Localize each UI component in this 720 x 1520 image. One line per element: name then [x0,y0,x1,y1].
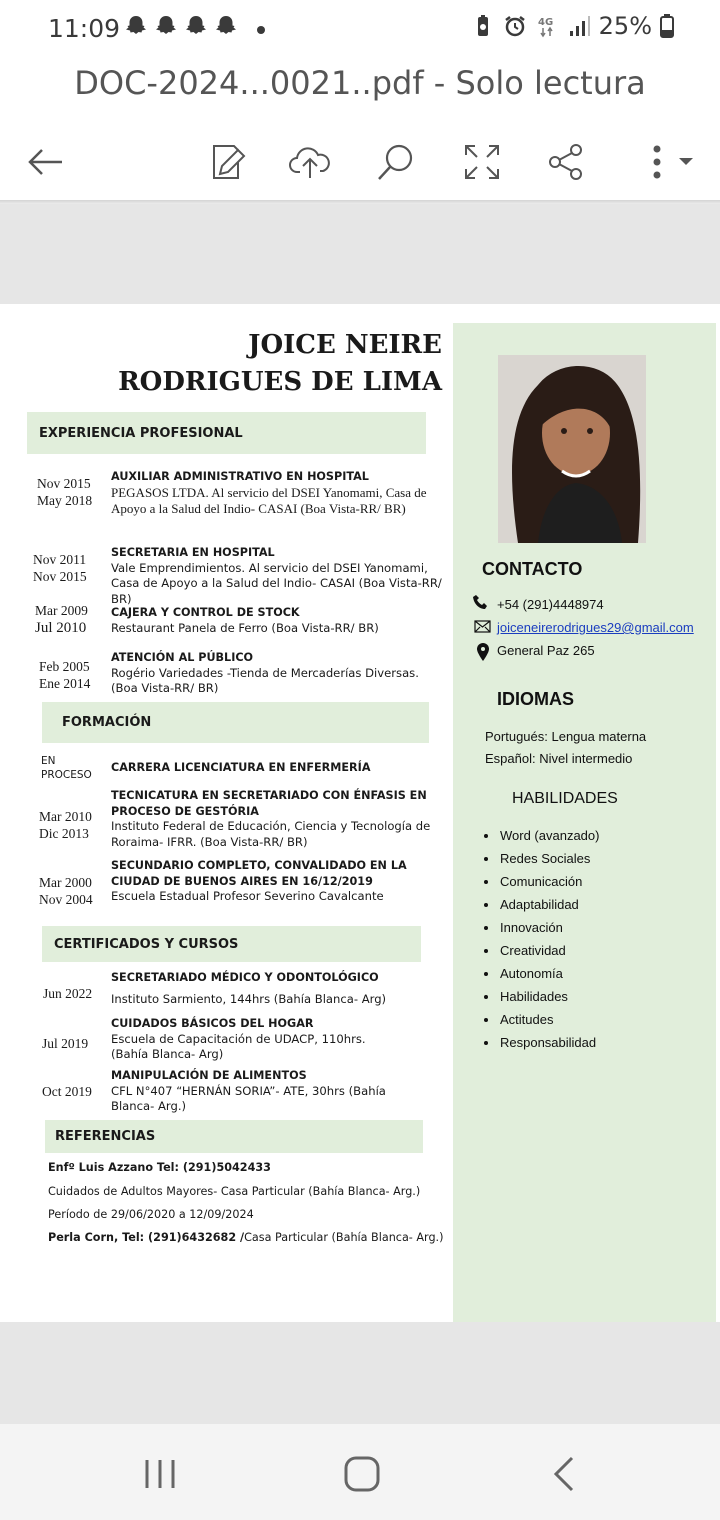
language-item: Portugués: Lengua materna [485,729,647,744]
skill-item: Comunicación [483,870,599,893]
edu-title: CARRERA LICENCIATURA EN ENFERMERÍA [111,761,371,774]
edit-button[interactable] [196,132,256,192]
skill-item: Autonomía [483,962,599,985]
reference-line: Cuidados de Adultos Mayores- Casa Particular (Bahía Blanca- Arg.) [48,1185,421,1198]
network-4g-icon [535,14,559,38]
battery-percent: 25% [598,12,652,40]
exp-desc: Restaurant Panela de Ferro (Boa Vista-RR/ BR) [111,620,379,635]
more-options-button[interactable] [636,132,702,192]
exp-title: CAJERA Y CONTROL DE STOCK [111,606,300,619]
exp-date: Nov 2015 May 2018 [37,476,93,508]
snapchat-icon [184,14,208,40]
nav-back-button[interactable] [534,1446,594,1502]
cert-date: Oct 2019 [42,1084,92,1099]
cert-title: CUIDADOS BÁSICOS DEL HOGAR [111,1017,314,1030]
upload-cloud-button[interactable] [280,132,340,192]
cert-title: SECRETARIADO MÉDICO Y ODONTOLÓGICO [111,971,379,984]
exp-desc: Vale Emprendimientos. Al servicio del DSEI Yanomami, Casa de Apoyo a la Salud del Indio- CASAI (Boa Vista-RR/ BR) [111,560,442,606]
edu-date: EN PROCESO [41,755,92,781]
exp-title: ATENCIÓN AL PÚBLICO [111,651,254,664]
cert-entry [111,1016,371,1063]
exp-date: Nov 2011 Nov 2015 [33,552,87,584]
search-icon [376,142,416,182]
skill-item: Redes Sociales [483,847,599,870]
contact-address: General Paz 265 [497,643,595,658]
edu-date: Mar 2010 Dic 2013 [39,809,92,841]
search-button[interactable] [366,132,426,192]
edu-desc: Escuela Estadual Profesor Severino Cavalcante [111,889,384,903]
reference-line: Perla Corn, Tel: (291)6432682 /Casa Particular (Bahía Blanca- Arg.) [48,1231,444,1244]
alarm-icon [503,14,527,38]
recent-apps-icon [143,1458,177,1490]
skill-item: Word (avanzado) [483,824,599,847]
language-item: Español: Nivel intermedio [485,751,633,766]
cert-desc: Escuela de Capacitación de UDACP, 110hrs. (Bahía Blanca- Arg) [111,1031,366,1061]
exp-entry [111,545,446,607]
exp-date: Mar 2009 Jul 2010 [35,603,88,636]
cert-entry [111,1068,421,1115]
contact-email[interactable]: joiceneirerodrigues29@gmail.com [497,620,694,635]
reference-line: Período de 29/06/2020 a 12/09/2024 [48,1208,254,1221]
contact-heading: CONTACTO [482,559,583,579]
snapchat-icon [214,14,238,40]
exp-desc: PEGASOS LTDA. Al servicio del DSEI Yanomami, Casa de Apoyo a la Salud del Indio- CASAI (Boa Vista-RR/ BR) [111,484,427,516]
section-experience: EXPERIENCIA PROFESIONAL [27,412,426,454]
system-icons [471,12,674,40]
system-nav-bar [0,1424,720,1520]
back-button[interactable] [16,132,76,192]
chevron-left-icon [552,1456,576,1492]
edu-title: SECUNDARIO COMPLETO, CONVALIDADO EN LA CIUDAD DE BUENOS AIRES EN 16/12/2019 [111,859,407,888]
snapchat-icon [124,14,148,40]
exp-entry [111,469,446,518]
cert-entry [111,970,446,1007]
cert-title: MANIPULACIÓN DE ALIMENTOS [111,1069,307,1082]
signal-icon [567,14,591,38]
share-icon [546,142,586,182]
fullscreen-button[interactable] [452,132,512,192]
status-bar [0,0,720,58]
resume-name-line2: RODRIGUES DE LIMA [118,367,442,397]
more-notifications-dot [257,26,265,34]
skill-item: Creatividad [483,939,599,962]
section-education: FORMACIÓN [42,702,429,743]
edu-desc: Instituto Federal de Educación, Ciencia y Tecnología de Roraima- IFRR. (Boa Vista-RR/ BR) [111,819,431,849]
skill-item: Actitudes [483,1008,599,1031]
languages-heading: IDIOMAS [497,689,575,709]
battery-icon [660,14,674,38]
status-time: 11:09 [48,14,121,43]
edu-title: TECNICATURA EN SECRETARIADO CON ÉNFASIS EN PROCESO DE GESTÓRIA [111,789,427,818]
edu-entry [111,760,446,776]
home-icon [344,1456,380,1492]
fullscreen-icon [463,143,501,181]
resume-name-line1: JOICE NEIRE [248,330,442,360]
cert-date: Jul 2019 [42,1036,89,1051]
edu-entry [111,788,446,850]
pdf-toolbar [0,120,720,202]
skills-list [483,824,599,1054]
skill-item: Habilidades [483,985,599,1008]
exp-title: AUXILIAR ADMINISTRATIVO EN HOSPITAL [111,470,369,483]
cert-desc: CFL N°407 “HERNÁN SORIA”- ATE, 30hrs (Bahía Blanca- Arg.) [111,1083,386,1113]
viewer-background-bottom [0,1322,720,1424]
skill-item: Responsabilidad [483,1031,599,1054]
battery-saver-icon [471,14,495,38]
contact-phone: +54 (291)4448974 [497,597,604,612]
email-icon [474,620,491,633]
section-certificates: CERTIFICADOS Y CURSOS [42,926,421,962]
document-title: DOC-2024...0021..pdf - Solo lectura [74,64,646,102]
edit-pdf-icon [206,142,246,182]
reference-line: Enfº Luis Azzano Tel: (291)5042433 [48,1161,271,1174]
home-button[interactable] [332,1446,392,1502]
skills-heading: HABILIDADES [512,790,618,807]
cert-date: Jun 2022 [43,986,93,1001]
cert-desc: Instituto Sarmiento, 144hrs (Bahía Blanca- Arg) [111,991,387,1006]
pdf-page[interactable] [0,304,720,1322]
skill-item: Adaptabilidad [483,893,599,916]
svg-text:4G: 4G [537,17,553,28]
exp-date: Feb 2005 Ene 2014 [39,659,91,691]
exp-entry [111,650,446,697]
share-button[interactable] [536,132,596,192]
notification-icons [124,14,238,40]
location-pin-icon [477,643,489,661]
more-options-icon [639,142,699,182]
cloud-upload-icon [288,144,332,180]
edu-date: Mar 2000 Nov 2004 [39,875,93,907]
recent-apps-button[interactable] [130,1446,190,1502]
back-arrow-icon [26,146,66,178]
exp-title: SECRETARIA EN HOSPITAL [111,546,275,559]
skill-item: Innovación [483,916,599,939]
exp-desc: Rogério Variedades -Tienda de Mercaderías Diversas. (Boa Vista-RR/ BR) [111,665,419,695]
profile-photo [498,355,646,543]
edu-entry [111,858,446,905]
section-references: REFERENCIAS [45,1120,423,1153]
exp-entry [111,605,446,636]
phone-icon [473,594,489,610]
snapchat-icon [154,14,178,40]
viewer-background [0,204,720,304]
